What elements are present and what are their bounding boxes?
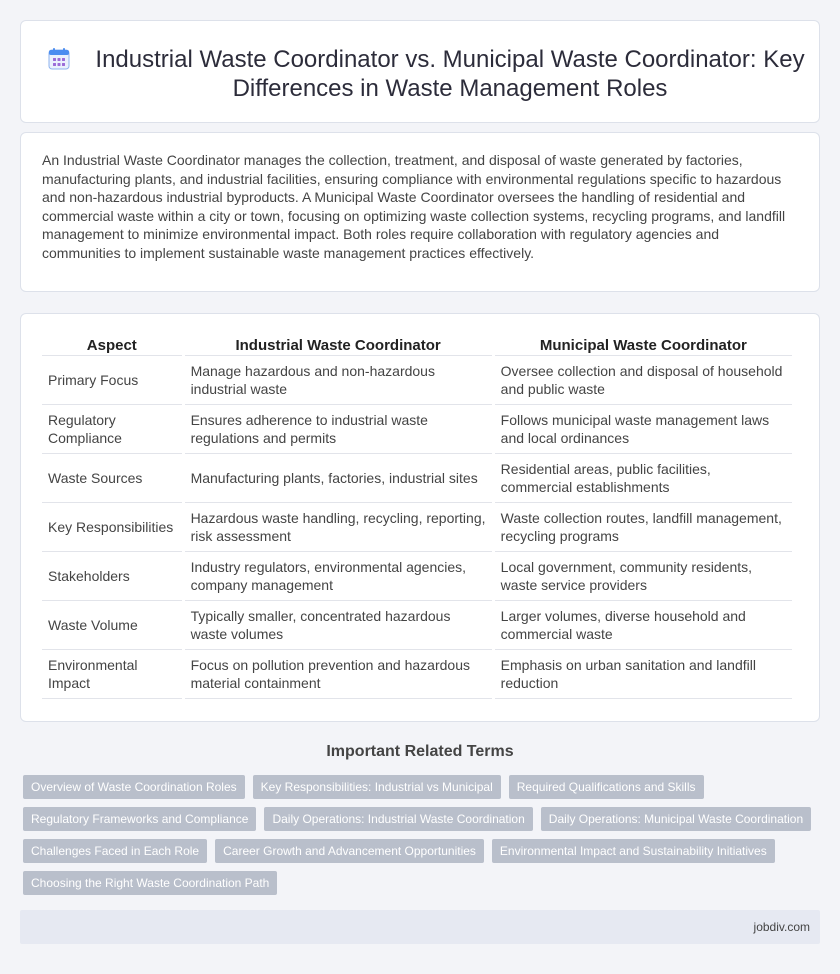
related-term-tag[interactable]: Choosing the Right Waste Coordination Path [23, 871, 277, 895]
table-cell-aspect: Stakeholders [42, 552, 182, 601]
table-cell-industrial: Manage hazardous and non-hazardous industrial waste [185, 356, 492, 405]
footer-site-link[interactable]: jobdiv.com [753, 920, 810, 934]
table-cell-municipal: Residential areas, public facilities, commercial establishments [495, 454, 792, 503]
table-cell-industrial: Hazardous waste handling, recycling, reporting, risk assessment [185, 503, 492, 552]
related-term-tag[interactable]: Career Growth and Advancement Opportunities [215, 839, 484, 863]
header-municipal: Municipal Waste Coordinator [495, 328, 792, 356]
related-term-tag[interactable]: Overview of Waste Coordination Roles [23, 775, 245, 799]
table-cell-aspect: Key Responsibilities [42, 503, 182, 552]
table-row [42, 356, 792, 405]
table-cell-municipal: Waste collection routes, landfill management, recycling programs [495, 503, 792, 552]
table-cell-aspect: Environmental Impact [42, 650, 182, 699]
footer [20, 910, 820, 944]
intro-card [20, 132, 820, 292]
table-cell-aspect: Waste Sources [42, 454, 182, 503]
table-row [42, 552, 792, 601]
page-title: Industrial Waste Coordinator vs. Municipal Waste Coordinator: Key Differences in Waste Management Roles [95, 46, 805, 102]
table-row [42, 650, 792, 699]
table-cell-municipal: Follows municipal waste management laws and local ordinances [495, 405, 792, 454]
related-terms-heading: Important Related Terms [326, 743, 514, 760]
table-cell-aspect: Regulatory Compliance [42, 405, 182, 454]
table-row [42, 454, 792, 503]
table-cell-municipal: Local government, community residents, waste service providers [495, 552, 792, 601]
header-aspect: Aspect [42, 328, 182, 356]
table-cell-municipal: Larger volumes, diverse household and commercial waste [495, 601, 792, 650]
related-term-tag[interactable]: Environmental Impact and Sustainability Initiatives [492, 839, 775, 863]
table-cell-industrial: Focus on pollution prevention and hazardous material containment [185, 650, 492, 699]
related-term-tag[interactable]: Challenges Faced in Each Role [23, 839, 207, 863]
table-cell-municipal: Emphasis on urban sanitation and landfill reduction [495, 650, 792, 699]
table-cell-industrial: Typically smaller, concentrated hazardous waste volumes [185, 601, 492, 650]
table-header-row [42, 328, 792, 356]
related-term-tag[interactable]: Regulatory Frameworks and Compliance [23, 807, 256, 831]
table-cell-industrial: Ensures adherence to industrial waste regulations and permits [185, 405, 492, 454]
table-row [42, 503, 792, 552]
comparison-table [39, 328, 795, 699]
table-row [42, 405, 792, 454]
header-industrial: Industrial Waste Coordinator [185, 328, 492, 356]
title-card [20, 20, 820, 123]
table-row [42, 601, 792, 650]
related-term-tag[interactable]: Daily Operations: Municipal Waste Coordination [541, 807, 811, 831]
table-cell-municipal: Oversee collection and disposal of household and public waste [495, 356, 792, 405]
table-cell-industrial: Manufacturing plants, factories, industrial sites [185, 454, 492, 503]
related-term-tag[interactable]: Key Responsibilities: Industrial vs Municipal [253, 775, 501, 799]
comparison-table-card [20, 313, 820, 722]
calendar-icon [47, 47, 71, 71]
intro-paragraph: An Industrial Waste Coordinator manages the collection, treatment, and disposal of waste generated by factories, manufacturing plants, and industrial facilities, ensuring compliance with environmental regulations specific to hazardous and non-hazardous industrial byproducts. A Municipal Waste Coordinator oversees the handling of residential and commercial waste within a city or town, focusing on optimizing waste collection systems, recycling programs, and landfill management to minimize environmental impact. Both roles require collaboration with regulatory agencies and communities to implement sustainable waste management practices effectively. [42, 152, 786, 261]
related-term-tag[interactable]: Required Qualifications and Skills [509, 775, 704, 799]
related-terms-list [23, 775, 813, 895]
table-cell-aspect: Waste Volume [42, 601, 182, 650]
table-cell-industrial: Industry regulators, environmental agencies, company management [185, 552, 492, 601]
related-term-tag[interactable]: Daily Operations: Industrial Waste Coordination [264, 807, 532, 831]
table-cell-aspect: Primary Focus [42, 356, 182, 405]
